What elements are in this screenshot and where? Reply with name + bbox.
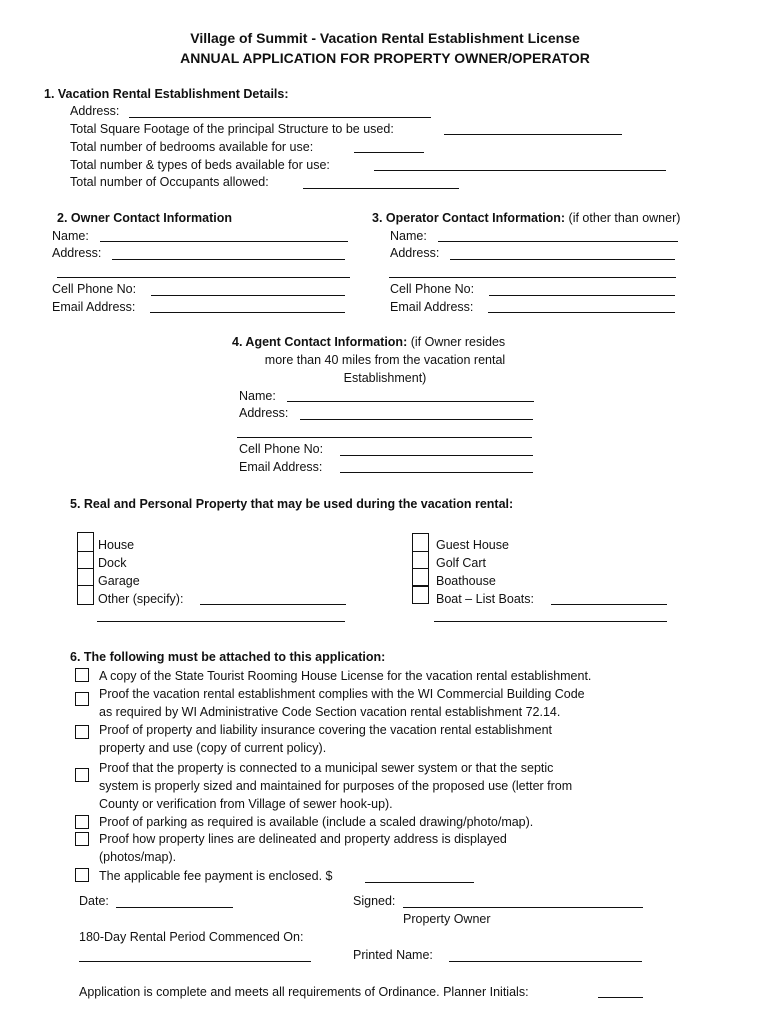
s2-phone-label: Cell Phone No: (52, 282, 137, 296)
section4-heading: 4. Agent Contact Information: (232, 335, 408, 349)
form-title: Village of Summit - Vacation Rental Establishment License (190, 30, 580, 46)
s3-phone-label: Cell Phone No: (390, 282, 475, 296)
s4-address-label: Address: (239, 406, 289, 420)
signed-label: Signed: (353, 894, 396, 908)
s1-beds-field[interactable] (374, 170, 666, 171)
form-subtitle: ANNUAL APPLICATION FOR PROPERTY OWNER/OPERATOR (180, 50, 590, 66)
property-owner-caption: Property Owner (403, 912, 491, 926)
section4-note-3: Establishment) (343, 371, 427, 385)
attach-insurance-checkbox[interactable] (75, 725, 89, 739)
s2-address-label: Address: (52, 246, 102, 260)
s4-address-field-2[interactable] (237, 437, 532, 438)
completion-statement: Application is complete and meets all requirements of Ordinance. Planner Initials: (79, 985, 529, 999)
s3-address-label: Address: (390, 246, 440, 260)
s2-address-field[interactable] (112, 259, 345, 260)
s3-phone-field[interactable] (489, 295, 675, 296)
s4-phone-label: Cell Phone No: (239, 442, 324, 456)
s4-email-label: Email Address: (239, 460, 323, 474)
guest-house-label: Guest House (436, 538, 509, 552)
other-specify-field-2[interactable] (97, 621, 345, 622)
planner-initials-field[interactable] (598, 997, 643, 998)
section5-heading: 5. Real and Personal Property that may be used during the vacation rental: (70, 497, 514, 511)
s4-address-field[interactable] (300, 419, 533, 420)
other-checkbox[interactable] (77, 585, 94, 605)
s4-name-label: Name: (239, 389, 276, 403)
attach-item-text: Proof the vacation rental establishment complies with the WI Commercial Building Code (99, 687, 585, 701)
s1-address-label: Address: (70, 104, 120, 118)
attach-item-text: County or verification from Village of sewer hook-up). (99, 797, 393, 811)
attach-item-text: property and use (copy of current policy). (99, 741, 327, 755)
section3-heading: 3. Operator Contact Information: (372, 211, 566, 225)
attach-item-text: (photos/map). (99, 850, 177, 864)
s3-name-field[interactable] (438, 241, 678, 242)
s2-name-label: Name: (52, 229, 89, 243)
s1-address-field[interactable] (129, 117, 431, 118)
s1-occupants-label: Total number of Occupants allowed: (70, 175, 269, 189)
guest-house-checkbox[interactable] (412, 533, 429, 552)
house-label: House (98, 538, 135, 552)
garage-checkbox[interactable] (77, 568, 94, 586)
attach-item-text: A copy of the State Tourist Rooming House License for the vacation rental establishment. (99, 669, 592, 683)
attach-item-text: The applicable fee payment is enclosed. $ (99, 869, 333, 883)
s4-name-field[interactable] (287, 401, 534, 402)
attach-fee-checkbox[interactable] (75, 868, 89, 882)
boat-list-field[interactable] (551, 604, 667, 605)
attach-parking-checkbox[interactable] (75, 815, 89, 829)
s1-sqft-label: Total Square Footage of the principal Structure to be used: (70, 122, 394, 136)
section6-heading: 6. The following must be attached to this application: (70, 650, 386, 664)
s1-sqft-field[interactable] (444, 134, 622, 135)
s2-address-field-2[interactable] (57, 277, 350, 278)
dock-label: Dock (98, 556, 127, 570)
s3-name-label: Name: (390, 229, 427, 243)
s3-email-label: Email Address: (390, 300, 474, 314)
section3-note: (if other than owner) (565, 211, 681, 225)
s3-address-field[interactable] (450, 259, 675, 260)
s3-address-field-2[interactable] (389, 277, 676, 278)
section4-note-2: more than 40 miles from the vacation rental (264, 353, 506, 367)
boathouse-label: Boathouse (436, 574, 496, 588)
boat-label: Boat – List Boats: (436, 592, 534, 606)
attach-license-checkbox[interactable] (75, 668, 89, 682)
house-checkbox[interactable] (77, 532, 94, 552)
section1-heading: 1. Vacation Rental Establishment Details: (44, 87, 289, 101)
other-label: Other (specify): (98, 592, 184, 606)
garage-label: Garage (98, 574, 140, 588)
s1-occupants-field[interactable] (303, 188, 459, 189)
fee-amount-field[interactable] (365, 882, 474, 883)
attach-item-text: Proof how property lines are delineated and property address is displayed (99, 832, 507, 846)
boat-checkbox[interactable] (412, 586, 429, 604)
printed-name-label: Printed Name: (353, 948, 433, 962)
attach-building-code-checkbox[interactable] (75, 692, 89, 706)
s1-beds-label: Total number & types of beds available for use: (70, 158, 330, 172)
s1-bedrooms-label: Total number of bedrooms available for use: (70, 140, 314, 154)
attach-item-text: Proof of property and liability insurance covering the vacation rental establishment (99, 723, 553, 737)
s1-bedrooms-field[interactable] (354, 152, 424, 153)
section4-note: (if Owner resides (407, 335, 506, 349)
rental-period-label: 180-Day Rental Period Commenced On: (79, 930, 304, 944)
attach-item-text: Proof that the property is connected to a municipal sewer system or that the septic (99, 761, 554, 775)
date-field[interactable] (116, 907, 233, 908)
s4-phone-field[interactable] (340, 455, 533, 456)
dock-checkbox[interactable] (77, 551, 94, 569)
attach-property-lines-checkbox[interactable] (75, 832, 89, 846)
printed-name-field[interactable] (449, 961, 642, 962)
s4-email-field[interactable] (340, 472, 533, 473)
section3-heading-row (372, 210, 680, 226)
date-label: Date: (79, 894, 109, 908)
attach-item-text: Proof of parking as required is available (include a scaled drawing/photo/map). (99, 815, 534, 829)
s2-email-field[interactable] (150, 312, 345, 313)
signature-field[interactable] (403, 907, 643, 908)
attach-item-text: system is properly sized and maintained for purposes of the proposed use (letter from (99, 779, 573, 793)
s2-phone-field[interactable] (151, 295, 345, 296)
rental-period-field[interactable] (79, 961, 311, 962)
section2-heading: 2. Owner Contact Information (57, 211, 233, 225)
boathouse-checkbox[interactable] (412, 568, 429, 586)
golf-cart-label: Golf Cart (436, 556, 487, 570)
s2-name-field[interactable] (100, 241, 348, 242)
other-specify-field[interactable] (200, 604, 346, 605)
boat-list-field-2[interactable] (434, 621, 667, 622)
s3-email-field[interactable] (488, 312, 675, 313)
golf-cart-checkbox[interactable] (412, 551, 429, 569)
section4-heading-row (232, 334, 505, 350)
s2-email-label: Email Address: (52, 300, 136, 314)
attach-sewer-checkbox[interactable] (75, 768, 89, 782)
attach-item-text: as required by WI Administrative Code Section vacation rental establishment 72.14. (99, 705, 561, 719)
